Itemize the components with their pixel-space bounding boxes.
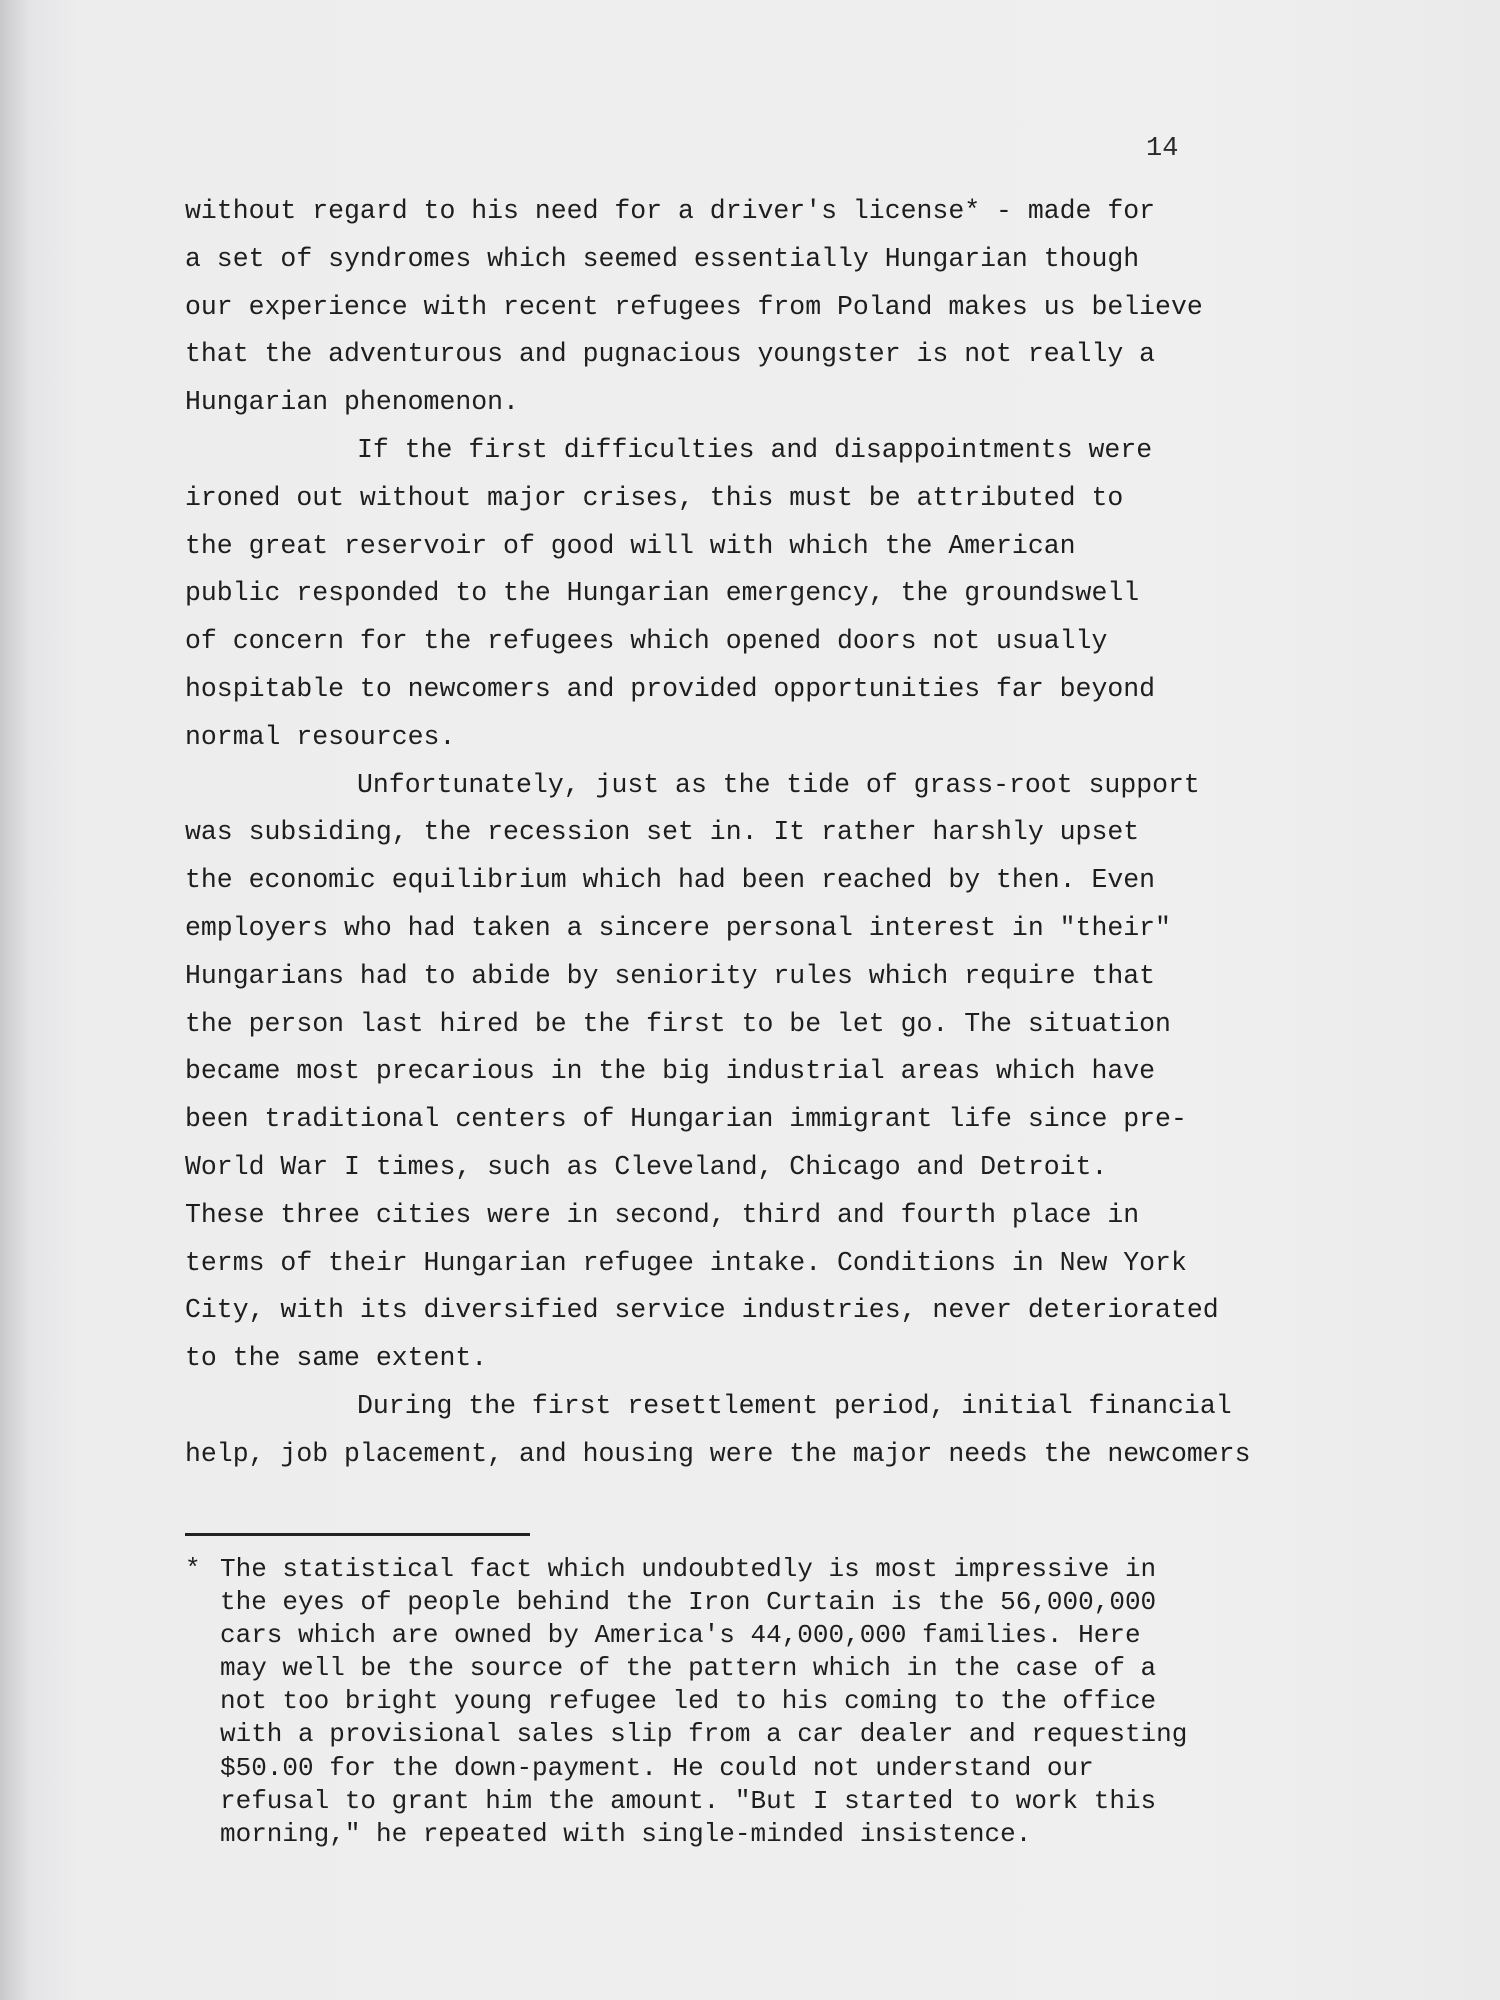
text-line: that the adventurous and pugnacious youngster is not really a bbox=[185, 339, 1156, 370]
text-line: was subsiding, the recession set in. It rather harshly upset bbox=[185, 817, 1140, 848]
text-line: hospitable to newcomers and provided opportunities far beyond bbox=[185, 673, 1156, 704]
paragraph bbox=[185, 1383, 1325, 1479]
text-line: of concern for the refugees which opened doors not usually bbox=[185, 626, 1108, 657]
text-line: Unfortunately, just as the tide of grass-root support bbox=[357, 769, 1200, 800]
footnote-body bbox=[220, 1553, 1335, 1851]
text-line: became most precarious in the big industrial areas which have bbox=[185, 1056, 1156, 1087]
text-line: public responded to the Hungarian emergency, the groundswell bbox=[185, 578, 1140, 609]
footnote-line: not too bright young refugee led to his coming to the office bbox=[220, 1686, 1157, 1717]
footnote-marker: * bbox=[185, 1554, 201, 1584]
footnote-divider bbox=[185, 1533, 530, 1536]
text-line: If the first difficulties and disappointments were bbox=[357, 434, 1153, 465]
footnote-line: refusal to grant him the amount. "But I started to work this bbox=[220, 1785, 1157, 1816]
text-line: ironed out without major crises, this must be attributed to bbox=[185, 482, 1124, 513]
text-line: terms of their Hungarian refugee intake. Conditions in New York bbox=[185, 1247, 1187, 1278]
text-line: normal resources. bbox=[185, 721, 456, 752]
text-line: our experience with recent refugees from Poland makes us believe bbox=[185, 291, 1203, 322]
text-line: been traditional centers of Hungarian immigrant life since pre- bbox=[185, 1104, 1187, 1135]
footnote-line: $50.00 for the down-payment. He could not understand our bbox=[220, 1752, 1094, 1783]
text-line: the great reservoir of good will with which the American bbox=[185, 530, 1076, 561]
footnote-line: the eyes of people behind the Iron Curtain is the 56,000,000 bbox=[220, 1587, 1157, 1618]
footnote-line: The statistical fact which undoubtedly is most impressive in bbox=[220, 1554, 1157, 1584]
paragraph bbox=[185, 188, 1325, 427]
text-line: City, with its diversified service industries, never deteriorated bbox=[185, 1295, 1219, 1326]
paragraph bbox=[185, 762, 1325, 1383]
text-line: World War I times, such as Cleveland, Chicago and Detroit. bbox=[185, 1151, 1108, 1182]
text-line: a set of syndromes which seemed essentially Hungarian though bbox=[185, 243, 1140, 274]
page-number: 14 bbox=[1146, 134, 1179, 164]
text-line: employers who had taken a sincere personal interest in "their" bbox=[185, 912, 1171, 943]
footnote bbox=[185, 1553, 1335, 1851]
text-line: help, job placement, and housing were the major needs the newcomers bbox=[185, 1438, 1251, 1469]
text-line: the economic equilibrium which had been reached by then. Even bbox=[185, 865, 1156, 896]
text-line: Hungarian phenomenon. bbox=[185, 387, 519, 418]
paragraph bbox=[185, 427, 1325, 762]
text-line: During the first resettlement period, initial financial bbox=[357, 1390, 1232, 1421]
text-line: without regard to his need for a driver's license* - made for bbox=[185, 196, 1156, 226]
text-line: to the same extent. bbox=[185, 1343, 488, 1374]
text-line: Hungarians had to abide by seniority rules which require that bbox=[185, 960, 1156, 991]
footnote-line: morning," he repeated with single-minded insistence. bbox=[220, 1818, 1032, 1849]
footnote-line: with a provisional sales slip from a car dealer and requesting bbox=[220, 1719, 1188, 1750]
footnote-line: may well be the source of the pattern which in the case of a bbox=[220, 1653, 1157, 1684]
text-line: These three cities were in second, third and fourth place in bbox=[185, 1199, 1140, 1230]
footnote-line: cars which are owned by America's 44,000,000 families. Here bbox=[220, 1620, 1141, 1651]
text-line: the person last hired be the first to be let go. The situation bbox=[185, 1008, 1171, 1039]
body-text bbox=[185, 188, 1325, 1479]
